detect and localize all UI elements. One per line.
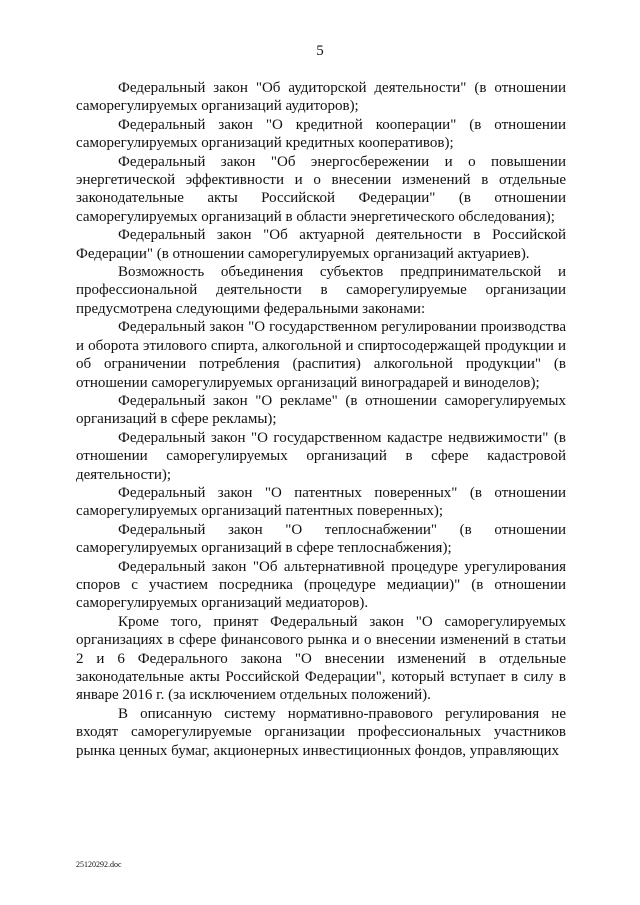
paragraph-financial-market-law: Кроме того, принят Федеральный закон "О саморегулируемых организациях в сфере финансового рынка и о внесении изменений в статьи 2 и 6 Федерального закона "О внесении изменений в отдельные законодательные акты Российской Федерации", который вступает в силу в январе 2016 г. (за исключением отдельных положений). [76,613,566,704]
paragraph-cadastre-law: Федеральный закон "О государственном кадастре недвижимости" (в отношении саморегулируемых организаций в сфере кадастровой деятельности); [76,429,566,483]
paragraph-actuarial-law: Федеральный закон "Об актуарной деятельности в Российской Федерации" (в отношении саморегулируемых организаций актуариев). [76,227,566,262]
paragraph-exclusions: В описанную систему нормативно-правового регулирования не входят саморегулируемые организации профессиональных участников рынка ценных бумаг, акционерных инвестиционных фондов, управляющих [76,705,566,759]
paragraph-patent-attorneys-law: Федеральный закон "О патентных поверенных" (в отношении саморегулируемых организаций патентных поверенных); [76,484,566,520]
document-body [76,79,566,760]
paragraph-credit-cooperation-law: Федеральный закон "О кредитной кооперации" (в отношении саморегулируемых организаций кредитных кооперативов); [76,116,566,152]
paragraph-heat-supply-law: Федеральный закон "О теплоснабжении" (в отношении саморегулируемых организаций в сфере теплоснабжения); [76,521,566,557]
paragraph-mediation-law: Федеральный закон "Об альтернативной процедуре урегулирования споров с участием посредника (процедуре медиации)" (в отношении саморегулируемых организаций медиаторов). [76,558,566,612]
paragraph-audit-law: Федеральный закон "Об аудиторской деятельности" (в отношении саморегулируемых организаций аудиторов); [76,80,566,115]
paragraph-association-intro: Возможность объединения субъектов предпринимательской и профессиональной деятельности в саморегулируемые организации предусмотрена следующими федеральными законами: [76,264,566,317]
paragraph-energy-saving-law: Федеральный закон "Об энергосбережении и о повышении энергетической эффективности и о внесении изменений в отдельные законодательные акты Российской Федерации" (в отношении саморегулируемых организаций в области энергетического обследования); [76,153,566,225]
page-number: 5 [316,43,324,59]
paragraph-alcohol-law: Федеральный закон "О государственном регулировании производства и оборота этилового спирта, алкогольной и спиртосодержащей продукции и об ограничении потребления (распития) алкогольной продукции" (в отношении саморегулируемых организаций виноградарей и виноделов); [76,319,566,391]
footer-file-name: 25120292.doc [76,860,122,869]
paragraph-advertising-law: Федеральный закон "О рекламе" (в отношении саморегулируемых организаций в сфере рекламы); [76,392,566,428]
